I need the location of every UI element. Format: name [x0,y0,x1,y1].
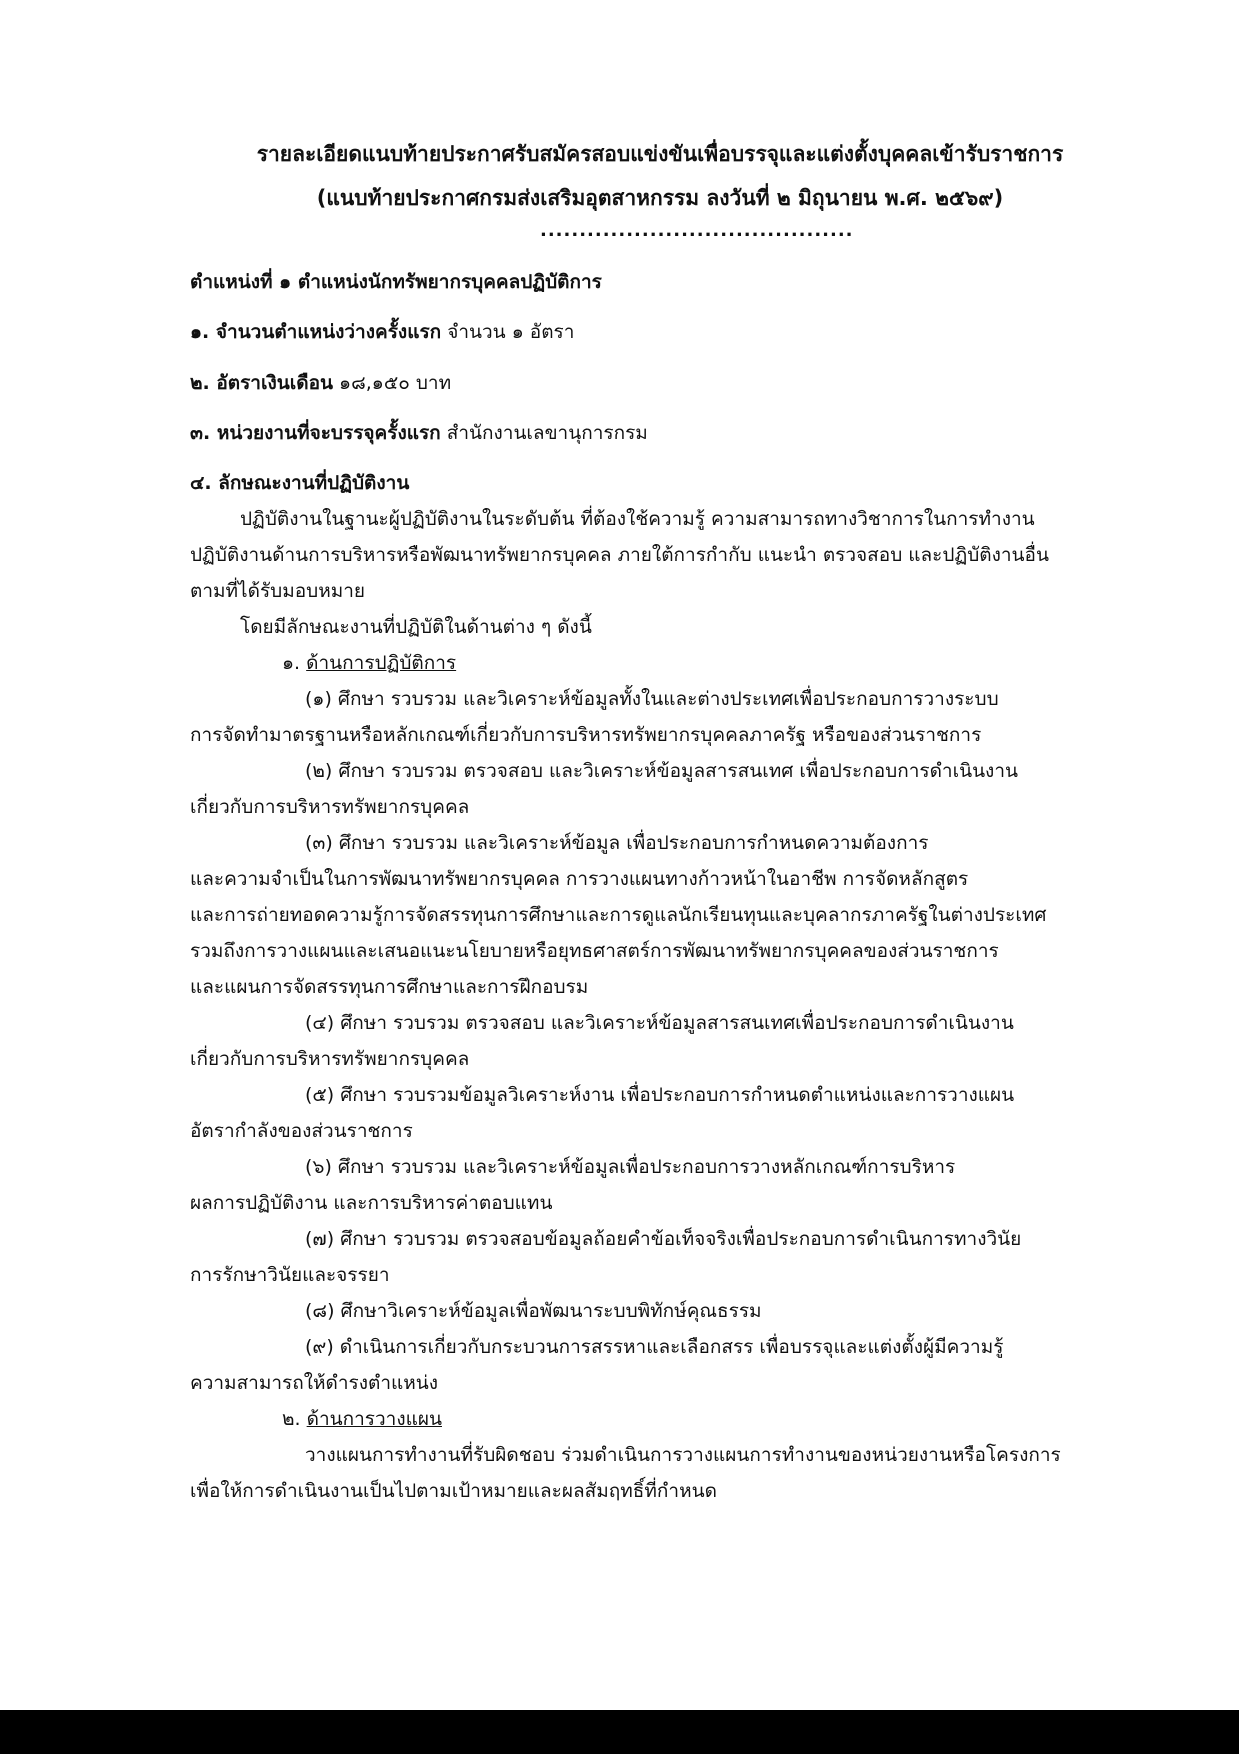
item-vacancy [190,318,574,346]
planning-line-1: วางแผนการทำงานที่รับผิดชอบ ร่วมดำเนินการวางแผนการทำงานของหน่วยงานหรือโครงการ [305,1444,1061,1466]
duty-3-line-1: (๓) ศึกษา รวบรวม และวิเคราะห์ข้อมูล เพื่อประกอบการกำหนดความต้องการ [305,832,929,854]
section-planning-title: ด้านการวางแผน [306,1408,442,1430]
section-operations-heading [282,649,456,677]
intro-line-2: ปฏิบัติงานด้านการบริหารหรือพัฒนาทรัพยากรบุคคล ภายใต้การกำกับ แนะนำ ตรวจสอบ และปฏิบัติงานอื่น [190,544,1049,566]
duty-2-line-2: เกี่ยวกับการบริหารทรัพยากรบุคคล [190,796,470,818]
item-unit-value: สำนักงานเลขานุการกรม [446,422,648,444]
duty-3-line-3: และการถ่ายทอดความรู้การจัดสรรทุนการศึกษาและการดูแลนักเรียนทุนและบุคลากรภาครัฐในต่างประเทศ [190,904,1047,926]
item-unit-label: ๓. หน่วยงานที่จะบรรจุครั้งแรก [190,422,441,444]
header-separator: ........................................ [540,220,854,241]
duty-9-line-2: ความสามารถให้ดำรงตำแหน่ง [190,1372,439,1394]
header-title: รายละเอียดแนบท้ายประกาศรับสมัครสอบแข่งขันเพื่อบรรจุและแต่งตั้งบุคคลเข้ารับราชการ [256,142,1064,166]
intro-line-4: โดยมีลักษณะงานที่ปฏิบัติในด้านต่าง ๆ ดังนี้ [240,616,592,638]
item-salary [190,369,451,397]
duty-9-line-1: (๙) ดำเนินการเกี่ยวกับกระบวนการสรรหาและเลือกสรร เพื่อบรรจุและแต่งตั้งผู้มีความรู้ [305,1336,1004,1358]
section-operations-number: ๑. [282,652,301,674]
duty-1-line-2: การจัดทำมาตรฐานหรือหลักเกณฑ์เกี่ยวกับการบริหารทรัพยากรบุคคลภาครัฐ หรือของส่วนราชการ [190,724,982,746]
duty-6-line-2: ผลการปฏิบัติงาน และการบริหารค่าตอบแทน [190,1192,553,1214]
duty-7-line-2: การรักษาวินัยและจรรยา [190,1264,390,1286]
document-header [190,132,1130,220]
duty-3-line-5: และแผนการจัดสรรทุนการศึกษาและการฝึกอบรม [190,976,589,998]
duty-1-line-1: (๑) ศึกษา รวบรวม และวิเคราะห์ข้อมูลทั้งในและต่างประเทศเพื่อประกอบการวางระบบ [305,688,999,710]
duty-2-line-1: (๒) ศึกษา รวบรวม ตรวจสอบ และวิเคราะห์ข้อมูลสารสนเทศ เพื่อประกอบการดำเนินงาน [305,760,1018,782]
duty-3-line-2: และความจำเป็นในการพัฒนาทรัพยากรบุคคล การวางแผนทางก้าวหน้าในอาชีพ การจัดหลักสูตร [190,868,969,890]
position-title: ตำแหน่งที่ ๑ ตำแหน่งนักทรัพยากรบุคคลปฏิบัติการ [190,271,602,293]
intro-line-3: ตามที่ได้รับมอบหมาย [190,580,366,602]
intro-line-1: ปฏิบัติงานในฐานะผู้ปฏิบัติงานในระดับต้น ที่ต้องใช้ความรู้ ความสามารถทางวิชาการในการทำงาน [240,508,1035,530]
planning-line-2: เพื่อให้การดำเนินงานเป็นไปตามเป้าหมายและผลสัมฤทธิ์ที่กำหนด [190,1480,717,1502]
duty-3-line-4: รวมถึงการวางแผนและเสนอแนะนโยบายหรือยุทธศาสตร์การพัฒนาทรัพยากรบุคคลของส่วนราชการ [190,940,999,962]
item-salary-label: ๒. อัตราเงินเดือน [190,372,333,394]
duty-8-line-1: (๘) ศึกษาวิเคราะห์ข้อมูลเพื่อพัฒนาระบบพิทักษ์คุณธรรม [305,1300,762,1322]
scan-bottom-border [0,1710,1239,1754]
duty-5-line-1: (๕) ศึกษา รวบรวมข้อมูลวิเคราะห์งาน เพื่อประกอบการกำหนดตำแหน่งและการวางแผน [305,1084,1015,1106]
duty-7-line-1: (๗) ศึกษา รวบรวม ตรวจสอบข้อมูลถ้อยคำข้อเท็จจริงเพื่อประกอบการดำเนินการทางวินัย [305,1228,1022,1250]
item-vacancy-value: จำนวน ๑ อัตรา [447,321,575,343]
duty-4-line-2: เกี่ยวกับการบริหารทรัพยากรบุคคล [190,1048,470,1070]
header-subtitle: (แนบท้ายประกาศกรมส่งเสริมอุตสาหกรรม ลงวันที่ ๒ มิถุนายน พ.ศ. ๒๕๖๙) [316,186,1004,210]
duty-4-line-1: (๔) ศึกษา รวบรวม ตรวจสอบ และวิเคราะห์ข้อมูลสารสนเทศเพื่อประกอบการดำเนินงาน [305,1012,1014,1034]
duty-5-line-2: อัตรากำลังของส่วนราชการ [190,1120,413,1142]
item-duties-heading: ๔. ลักษณะงานที่ปฏิบัติงาน [190,472,410,494]
item-vacancy-label: ๑. จำนวนตำแหน่งว่างครั้งแรก [190,321,442,343]
duty-6-line-1: (๖) ศึกษา รวบรวม และวิเคราะห์ข้อมูลเพื่อประกอบการวางหลักเกณฑ์การบริหาร [305,1156,956,1178]
item-unit [190,419,648,447]
section-planning-number: ๒. [282,1408,301,1430]
item-salary-value: ๑๘,๑๕๐ บาท [339,372,452,394]
section-planning-heading [282,1405,442,1433]
section-operations-title: ด้านการปฏิบัติการ [306,652,457,674]
